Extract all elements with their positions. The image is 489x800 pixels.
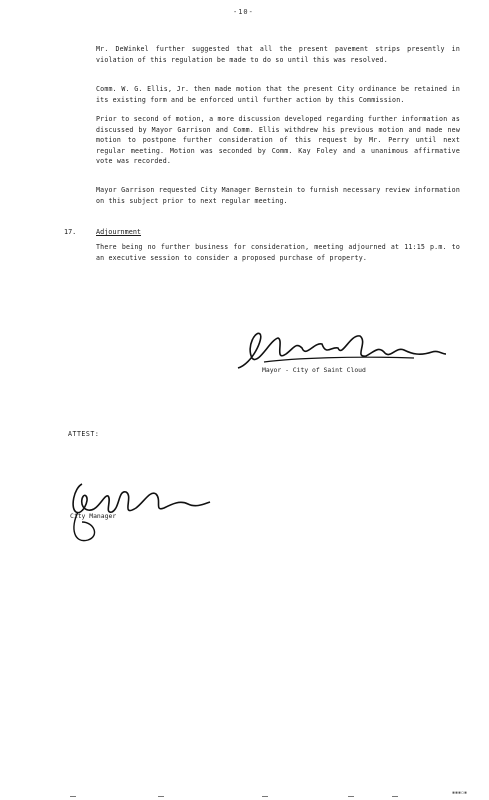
paragraph-ellis-motion: Comm. W. G. Ellis, Jr. then made motion that the present City ordinance be retained in its existing form and be enforced until further action by this Commission. [96, 85, 460, 104]
footer-mark [70, 796, 76, 797]
clerk-signature-caption: City Manager [70, 512, 117, 520]
footer-code: ▪▪▪▫▪ [452, 790, 468, 796]
paragraph-dewinkel: Mr. DeWinkel further suggested that all the present pavement strips presently in violation of this regulation be made to do so until this was resolved. [96, 45, 460, 64]
agenda-item-title: Adjournment [96, 228, 142, 236]
paragraph-mayor-request: Mayor Garrison requested City Manager Bernstein to furnish necessary review information on this subject prior to next regular meeting. [96, 186, 460, 205]
attest-label: ATTEST: [68, 430, 100, 438]
footer-mark [392, 796, 398, 797]
footer-mark [262, 796, 268, 797]
paragraph-adjournment: There being no further business for consideration, meeting adjourned at 11:15 p.m. to an executive session to consider a proposed purchase of property. [96, 243, 460, 262]
paragraph-discussion: Prior to second of motion, a more discussion developed regarding further information as discussed by Mayor Garrison and Comm. Ellis withdrew his previous motion and made new motion to postpone further consideration of this request by Mr. Perry until next regular meeting. Motion was seconded by Comm. Kay Foley and a unanimous affirmative vote was recorded. [96, 115, 460, 165]
agenda-item-number: 17. [64, 228, 77, 236]
mayor-signature-caption: Mayor - City of Saint Cloud [262, 366, 366, 374]
footer-mark [348, 796, 354, 797]
footer-mark [158, 796, 164, 797]
page-number: -10- [233, 8, 254, 16]
